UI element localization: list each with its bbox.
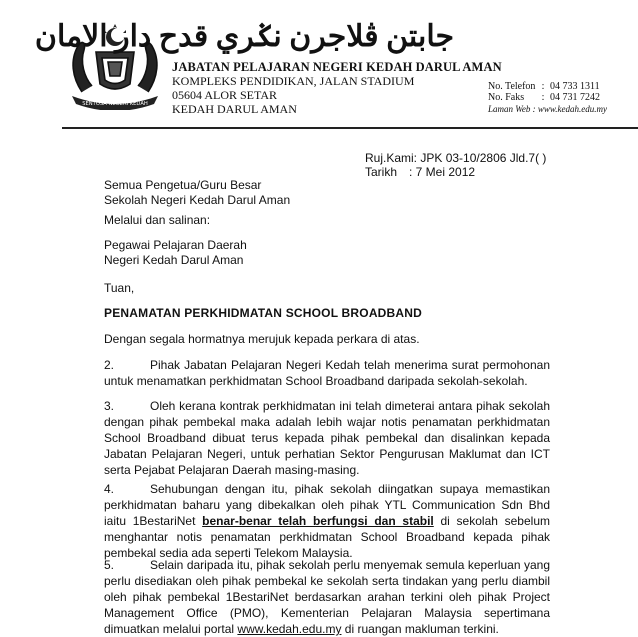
paragraph-2-text: Pihak Jabatan Pelajaran Negeri Kedah telah menerima surat permohonan untuk menamatkan perkhidmatan School Broadband daripada sekolah-sekolah. [104, 358, 550, 388]
paragraph-5-text-b: di ruangan makluman terkini. [341, 622, 499, 636]
phone-line: No. Telefon : 04 733 1311 [488, 81, 600, 92]
paragraph-2-number: 2. [104, 358, 115, 372]
recipient-line-1: Semua Pengetua/Guru Besar [104, 178, 262, 192]
paragraph-4-number: 4. [104, 482, 115, 496]
paragraph-3-number: 3. [104, 399, 115, 413]
reference-value: JPK 03-10/2806 Jld.7( ) [420, 151, 547, 165]
fax-label: No. Faks [488, 92, 525, 103]
address-line-3: KEDAH DARUL AMAN [172, 102, 297, 116]
fax-line: No. Faks : 04 731 7242 [488, 92, 600, 103]
date-line [365, 165, 475, 179]
address-line-1: KOMPLEKS PENDIDIKAN, JALAN STADIUM [172, 74, 415, 88]
salutation: Tuan, [104, 281, 135, 295]
opening-line: Dengan segala hormatnya merujuk kepada perkara di atas. [104, 332, 420, 346]
date-value: : 7 Mei 2012 [409, 165, 476, 179]
department-name: JABATAN PELAJARAN NEGERI KEDAH DARUL AMAN [172, 60, 502, 74]
paragraph-5-number: 5. [104, 558, 115, 572]
portal-link[interactable]: www.kedah.edu.my [237, 622, 342, 636]
subject-heading: PENAMATAN PERKHIDMATAN SCHOOL BROADBAND [104, 306, 423, 320]
paragraph-4-text-b: di sekolah sebelum menghantar notis penamatan perkhidmatan School Broadband kepada pihak pembekal sedia ada seperti Telekom Malaysia. [104, 514, 550, 560]
paragraph-5-text-a: Selain daripada itu, pihak sekolah perlu menyemak semula keperluan yang perlu disediakan oleh pihak pembekal ke sekolah serta tindakan yang perlu diambil oleh pihak pembekal 1BestariNet berdasarkan arahan terkini oleh pihak Project Management Office (PMO), Kementerian Pelajaran Malaysia sepertimana dimuatkan melalui portal [104, 558, 550, 636]
phone-label: No. Telefon [488, 81, 536, 92]
reference-label: Ruj.Kami: [365, 151, 418, 165]
paragraph-5 [104, 557, 550, 637]
paragraph-2 [104, 357, 550, 389]
paragraph-4-emphasis: benar-benar telah berfungsi dan stabil [202, 514, 434, 528]
date-label: Tarikh [365, 165, 398, 179]
letterhead-divider [62, 127, 638, 129]
fax-value: 04 731 7242 [550, 92, 600, 103]
phone-value: 04 733 1311 [550, 81, 600, 92]
jawi-department-title: جابتن ڤلاجرن نݢري قدح دار الامان [34, 20, 454, 53]
reference-line [365, 151, 546, 165]
paragraph-4 [104, 481, 550, 561]
paragraph-3-text: Oleh kerana kontrak perkhidmatan ini telah dimeterai antara pihak sekolah dengan pihak pembekal maka adalah lebih wajar notis penamatan perkhidmatan School Broadband dibuat terus kepada pihak pembekal dan disalinkan kepada Jabatan Pelajaran Negeri, untuk perhatian Sektor Pengurusan Maklumat dan ICT serta Pejabat Pelajaran Daerah masing-masing. [104, 399, 550, 477]
paragraph-3 [104, 398, 550, 478]
paragraph-4-text-a: Sehubungan dengan itu, pihak sekolah diingatkan supaya memastikan perkhidmatan baharu yang dibekalkan oleh pihak YTL Communication Sdn Bhd iaitu 1BestariNet [104, 482, 550, 528]
copy-to-line-2: Negeri Kedah Darul Aman [104, 253, 244, 267]
website-line[interactable]: Laman Web : www.kedah.edu.my [488, 104, 607, 114]
copy-to-line-1: Pegawai Pelajaran Daerah [104, 238, 247, 252]
recipient-line-2: Sekolah Negeri Kedah Darul Aman [104, 193, 291, 207]
crest-motto-text: SENTOSA NEGERI KEDAH [82, 101, 148, 107]
via-label: Melalui dan salinan: [104, 213, 211, 227]
address-line-2: 05604 ALOR SETAR [172, 88, 278, 102]
